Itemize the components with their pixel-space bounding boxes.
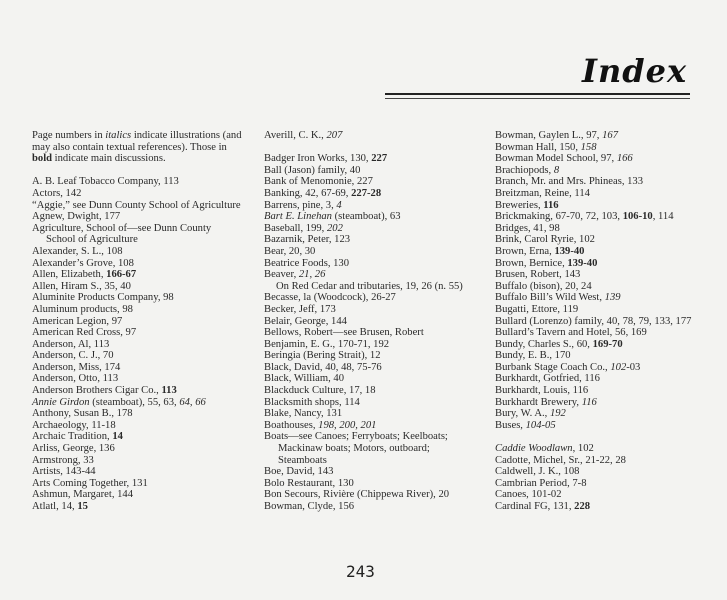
index-entry bbox=[32, 223, 242, 246]
index-entry bbox=[32, 188, 242, 200]
entry-text: 15 bbox=[77, 501, 88, 512]
entry-text: Buffalo Bill’s Wild West, bbox=[495, 292, 605, 304]
index-entry bbox=[32, 211, 242, 223]
entry-text: 227 bbox=[371, 153, 388, 165]
index-entry bbox=[264, 478, 469, 490]
entry-text: 202 bbox=[326, 222, 343, 234]
index-entry bbox=[495, 176, 700, 188]
entry-gap bbox=[495, 431, 700, 443]
index-entry bbox=[495, 397, 700, 409]
entry-text: 167 bbox=[602, 130, 618, 141]
entry-text: Badger Iron Works, 130, bbox=[264, 153, 372, 165]
index-entry bbox=[495, 142, 700, 154]
index-intro-note bbox=[32, 130, 242, 165]
index-subentry bbox=[264, 281, 469, 293]
entry-text: Brachiopods, bbox=[495, 164, 554, 176]
index-entry bbox=[495, 130, 700, 142]
entry-text: On Red Cedar and tributaries, 19, 26 (n. 55) bbox=[276, 280, 463, 292]
index-entry bbox=[32, 200, 242, 212]
entry-text: Brickmaking, 67-70, 72, 103, bbox=[495, 211, 623, 223]
entry-text: 166-67 bbox=[106, 269, 137, 281]
index-entry bbox=[264, 408, 469, 420]
index-entry bbox=[495, 420, 700, 432]
entry-text: 4 bbox=[336, 199, 342, 211]
index-entry bbox=[32, 478, 242, 490]
index-entry bbox=[495, 246, 700, 258]
entry-text: Burkhardt, Gotfried, 116 bbox=[495, 373, 600, 385]
entry-text: Bellows, Robert—see Brusen, Robert bbox=[264, 327, 424, 339]
entry-text: Anderson, Miss, 174 bbox=[32, 361, 121, 373]
index-entry bbox=[495, 501, 700, 513]
index-entry bbox=[495, 188, 700, 200]
entry-text: Bullard (Lorenzo) family, 40, 78, 79, 133, 177 bbox=[495, 315, 692, 327]
entry-text: Cardinal FG, 131, bbox=[495, 501, 575, 512]
entry-text: 14 bbox=[112, 431, 123, 443]
entry-text: Arliss, George, 136 bbox=[32, 443, 115, 455]
index-entry bbox=[264, 466, 469, 478]
index-entry bbox=[495, 292, 700, 304]
index-entry bbox=[32, 246, 242, 258]
entry-text: bold bbox=[32, 153, 53, 165]
entry-text: Bowman, Gaylen L., 97, bbox=[495, 130, 603, 141]
entry-text: Boats—see Canoes; Ferryboats; Keelboats; Mackinaw boats; Motors, outboard; Steamboats bbox=[264, 431, 448, 466]
index-entry bbox=[264, 489, 469, 501]
index-entry bbox=[32, 362, 242, 374]
index-entry bbox=[32, 397, 242, 409]
entry-text: Arts Coming Together, 131 bbox=[32, 477, 148, 489]
index-entry bbox=[264, 258, 469, 270]
entry-text: Becker, Jeff, 173 bbox=[264, 303, 336, 315]
index-entry bbox=[32, 408, 242, 420]
entry-text: Blake, Nancy, 131 bbox=[264, 408, 343, 420]
entry-text: 64, 66 bbox=[179, 396, 206, 408]
entry-text: Bear, 20, 30 bbox=[264, 245, 316, 257]
index-column-1 bbox=[32, 130, 242, 513]
index-entry bbox=[495, 200, 700, 212]
entry-text: Breweries, bbox=[495, 199, 544, 211]
entry-text: Caldwell, J. K., 108 bbox=[495, 466, 580, 478]
entry-text: Buffalo (bison), 20, 24 bbox=[495, 280, 592, 292]
index-entry bbox=[264, 431, 469, 466]
index-entry bbox=[32, 304, 242, 316]
index-entry bbox=[495, 304, 700, 316]
entry-text: 8 bbox=[553, 164, 560, 176]
entry-text: Archaic Tradition, bbox=[32, 431, 113, 443]
entry-text: Anderson, Otto, 113 bbox=[32, 373, 119, 385]
entry-text: Ashmun, Margaret, 144 bbox=[32, 489, 134, 501]
index-entry bbox=[264, 385, 469, 397]
entry-text: Canoes, 101-02 bbox=[495, 489, 562, 501]
entry-text: Blacksmith shops, 114 bbox=[264, 396, 360, 408]
index-entry bbox=[32, 327, 242, 339]
entry-text: Brusen, Robert, 143 bbox=[495, 269, 581, 281]
index-entry bbox=[32, 281, 242, 293]
index-entry bbox=[264, 246, 469, 258]
entry-text: Brown, Bernice, bbox=[495, 257, 568, 269]
entry-text: Allen, Hiram S., 35, 40 bbox=[32, 280, 131, 292]
entry-text: Anthony, Susan B., 178 bbox=[32, 408, 133, 420]
entry-text: (steamboat), 63 bbox=[331, 211, 401, 223]
index-entry bbox=[495, 258, 700, 270]
entry-text: Ball (Jason) family, 40 bbox=[264, 164, 361, 176]
index-entry bbox=[264, 304, 469, 316]
entry-text: Black, William, 40 bbox=[264, 373, 344, 385]
index-entry bbox=[264, 373, 469, 385]
entry-text: 116 bbox=[543, 199, 559, 211]
entry-text: Agnew, Dwight, 177 bbox=[32, 211, 121, 223]
entry-text: , 114 bbox=[652, 211, 674, 223]
index-entry bbox=[32, 269, 242, 281]
entry-text: Blackduck Culture, 17, 18 bbox=[264, 385, 376, 397]
entry-text: , 102 bbox=[572, 443, 594, 455]
index-entry bbox=[495, 373, 700, 385]
index-entry bbox=[32, 316, 242, 328]
index-entry bbox=[495, 165, 700, 177]
entry-text: Benjamin, E. G., 170-71, 192 bbox=[264, 338, 390, 350]
page-number: 243 bbox=[346, 562, 375, 581]
entry-text: 166 bbox=[616, 153, 633, 165]
index-entry bbox=[32, 420, 242, 432]
entry-gap bbox=[264, 142, 469, 154]
index-entry bbox=[264, 200, 469, 212]
entry-text: Agriculture, School of—see Dunn County School of Agriculture bbox=[32, 222, 212, 246]
entry-text: Anderson Brothers Cigar Co., bbox=[32, 385, 162, 397]
index-entry bbox=[32, 489, 242, 501]
index-entry bbox=[32, 501, 242, 513]
index-entry bbox=[495, 455, 700, 467]
entry-text: 158 bbox=[580, 141, 597, 153]
index-entry bbox=[264, 130, 469, 142]
entry-text: 116 bbox=[581, 396, 597, 408]
entry-text: Anderson, C. J., 70 bbox=[32, 350, 114, 362]
entry-text: Burkhardt Brewery, bbox=[495, 396, 582, 408]
entry-text: Armstrong, 33 bbox=[32, 454, 94, 466]
entry-text: Burkhardt, Louis, 116 bbox=[495, 385, 589, 397]
index-entry bbox=[495, 362, 700, 374]
index-entry bbox=[264, 316, 469, 328]
entry-text: Banking, 42, 67-69, bbox=[264, 187, 352, 199]
index-entry bbox=[495, 408, 700, 420]
index-entry bbox=[264, 350, 469, 362]
entry-text: Page numbers in bbox=[32, 130, 106, 141]
entry-text: Averill, C. K., bbox=[264, 130, 327, 141]
index-entry bbox=[495, 211, 700, 223]
entry-text: Aluminite Products Company, 98 bbox=[32, 292, 174, 304]
entry-text: Boe, David, 143 bbox=[264, 466, 334, 478]
index-entry bbox=[264, 362, 469, 374]
entry-text: Buses, bbox=[495, 419, 526, 431]
entry-text: 169-70 bbox=[592, 338, 623, 350]
entry-text: Beatrice Foods, 130 bbox=[264, 257, 350, 269]
entry-text: Branch, Mr. and Mrs. Phineas, 133 bbox=[495, 176, 644, 188]
entry-text: Becasse, la (Woodcock), 26-27 bbox=[264, 292, 396, 304]
index-entry bbox=[264, 153, 469, 165]
entry-text: 106-10 bbox=[622, 211, 653, 223]
entry-text: Bank of Menomonie, 227 bbox=[264, 176, 373, 188]
entry-text: “Aggie,” see Dunn County School of Agriculture bbox=[32, 199, 241, 211]
entry-text: (steamboat), 55, 63, bbox=[89, 396, 180, 408]
index-entry bbox=[32, 292, 242, 304]
entry-text: Bury, W. A., bbox=[495, 408, 550, 420]
heading-rule-thick bbox=[385, 93, 690, 95]
entry-text: Anderson, Al, 113 bbox=[32, 338, 110, 350]
entry-gap bbox=[32, 165, 242, 177]
index-entry bbox=[495, 281, 700, 293]
index-entry bbox=[495, 385, 700, 397]
index-entry bbox=[495, 269, 700, 281]
index-entry bbox=[32, 385, 242, 397]
index-entry bbox=[32, 176, 242, 188]
entry-text: 21, 26 bbox=[298, 269, 326, 281]
entry-text: Bundy, E. B., 170 bbox=[495, 350, 571, 362]
index-column-3 bbox=[495, 130, 700, 513]
entry-text: Cadotte, Michel, Sr., 21-22, 28 bbox=[495, 454, 626, 466]
index-column-2 bbox=[264, 130, 469, 513]
entry-text: Boathouses, bbox=[264, 419, 319, 431]
entry-text: Brown, Erna, bbox=[495, 245, 555, 257]
entry-text: italics bbox=[105, 130, 132, 141]
entry-text: 227-28 bbox=[351, 187, 382, 199]
entry-text: 192 bbox=[549, 408, 566, 420]
entry-text: 198, 200, 201 bbox=[318, 419, 377, 431]
entry-text: Actors, 142 bbox=[32, 187, 82, 199]
index-entry bbox=[264, 165, 469, 177]
entry-text: Artists, 143-44 bbox=[32, 466, 96, 478]
index-entry bbox=[32, 455, 242, 467]
index-entry bbox=[264, 292, 469, 304]
index-entry bbox=[32, 466, 242, 478]
entry-text: indicate illustrations (and may also contain textual references). Those in bbox=[32, 130, 242, 153]
entry-text: indicate main discussions. bbox=[52, 153, 166, 165]
index-entry bbox=[495, 466, 700, 478]
entry-text: Bon Secours, Rivière (Chippewa River), 20 bbox=[264, 489, 450, 501]
index-entry bbox=[264, 420, 469, 432]
entry-text: Alexander’s Grove, 108 bbox=[32, 257, 134, 269]
entry-text: Bullard’s Tavern and Hotel, 56, 169 bbox=[495, 327, 647, 339]
index-entry bbox=[264, 397, 469, 409]
entry-text: Belair, George, 144 bbox=[264, 315, 347, 327]
entry-text: 139 bbox=[604, 292, 621, 304]
index-entry bbox=[495, 153, 700, 165]
index-entry bbox=[264, 327, 469, 339]
entry-text: American Legion, 97 bbox=[32, 315, 123, 327]
index-entry bbox=[264, 234, 469, 246]
entry-text: Bowman, Clyde, 156 bbox=[264, 501, 355, 512]
entry-text: Bundy, Charles S., 60, bbox=[495, 338, 593, 350]
entry-text: Archaeology, 11-18 bbox=[32, 419, 116, 431]
entry-text: Baseball, 199, bbox=[264, 222, 327, 234]
index-heading: Index bbox=[582, 52, 688, 90]
index-entry bbox=[495, 350, 700, 362]
index-entry bbox=[32, 431, 242, 443]
entry-text: 113 bbox=[161, 385, 177, 397]
entry-text: Beringia (Bering Strait), 12 bbox=[264, 350, 381, 362]
index-entry bbox=[495, 489, 700, 501]
entry-text: 102 bbox=[610, 361, 627, 373]
index-entry bbox=[264, 223, 469, 235]
index-entry bbox=[264, 188, 469, 200]
entry-text: Bolo Restaurant, 130 bbox=[264, 477, 354, 489]
entry-text: Aluminum products, 98 bbox=[32, 303, 133, 315]
entry-text: 207 bbox=[326, 130, 343, 141]
index-entry bbox=[32, 350, 242, 362]
entry-text: Bowman Model School, 97, bbox=[495, 153, 617, 165]
index-entry bbox=[264, 269, 469, 281]
index-entry bbox=[495, 223, 700, 235]
index-entry bbox=[32, 443, 242, 455]
index-entry bbox=[495, 234, 700, 246]
entry-text: Bazarnik, Peter, 123 bbox=[264, 234, 351, 246]
entry-text: 104-05 bbox=[525, 419, 556, 431]
entry-text: Caddie Woodlawn bbox=[495, 443, 573, 455]
index-entry bbox=[32, 339, 242, 351]
entry-text: American Red Cross, 97 bbox=[32, 327, 137, 339]
index-entry bbox=[264, 211, 469, 223]
entry-text: Breitzman, Reine, 114 bbox=[495, 187, 590, 199]
entry-text: Black, David, 40, 48, 75-76 bbox=[264, 361, 382, 373]
entry-text: Bugatti, Ettore, 119 bbox=[495, 303, 579, 315]
index-entry bbox=[495, 316, 700, 328]
entry-text: A. B. Leaf Tobacco Company, 113 bbox=[32, 176, 179, 188]
index-entry bbox=[495, 339, 700, 351]
entry-text: Cambrian Period, 7-8 bbox=[495, 477, 587, 489]
entry-text: Alexander, S. L., 108 bbox=[32, 245, 123, 257]
index-entry bbox=[264, 176, 469, 188]
index-entry bbox=[495, 443, 700, 455]
index-entry bbox=[264, 501, 469, 513]
entry-text: Bart E. Linehan bbox=[264, 211, 332, 223]
index-entry bbox=[32, 258, 242, 270]
index-entry bbox=[495, 478, 700, 490]
entry-text: Bowman Hall, 150, bbox=[495, 141, 581, 153]
entry-text: Annie Girdon bbox=[32, 396, 90, 408]
entry-text: 228 bbox=[574, 501, 591, 512]
entry-text: Bridges, 41, 98 bbox=[495, 222, 560, 234]
entry-text: Barrens, pine, 3, bbox=[264, 199, 337, 211]
entry-text: Allen, Elizabeth, bbox=[32, 269, 107, 281]
entry-text: Beaver, bbox=[264, 269, 299, 281]
index-entry bbox=[264, 339, 469, 351]
entry-text: Burbank Stage Coach Co., bbox=[495, 361, 611, 373]
entry-text: -03 bbox=[626, 361, 641, 373]
heading-rule-thin bbox=[385, 98, 690, 99]
entry-text: Atlatl, 14, bbox=[32, 501, 78, 512]
index-entry bbox=[32, 373, 242, 385]
entry-text: 139-40 bbox=[567, 257, 598, 269]
entry-text: 139-40 bbox=[554, 245, 585, 257]
entry-text: Brink, Carol Ryrie, 102 bbox=[495, 234, 595, 246]
index-entry bbox=[495, 327, 700, 339]
